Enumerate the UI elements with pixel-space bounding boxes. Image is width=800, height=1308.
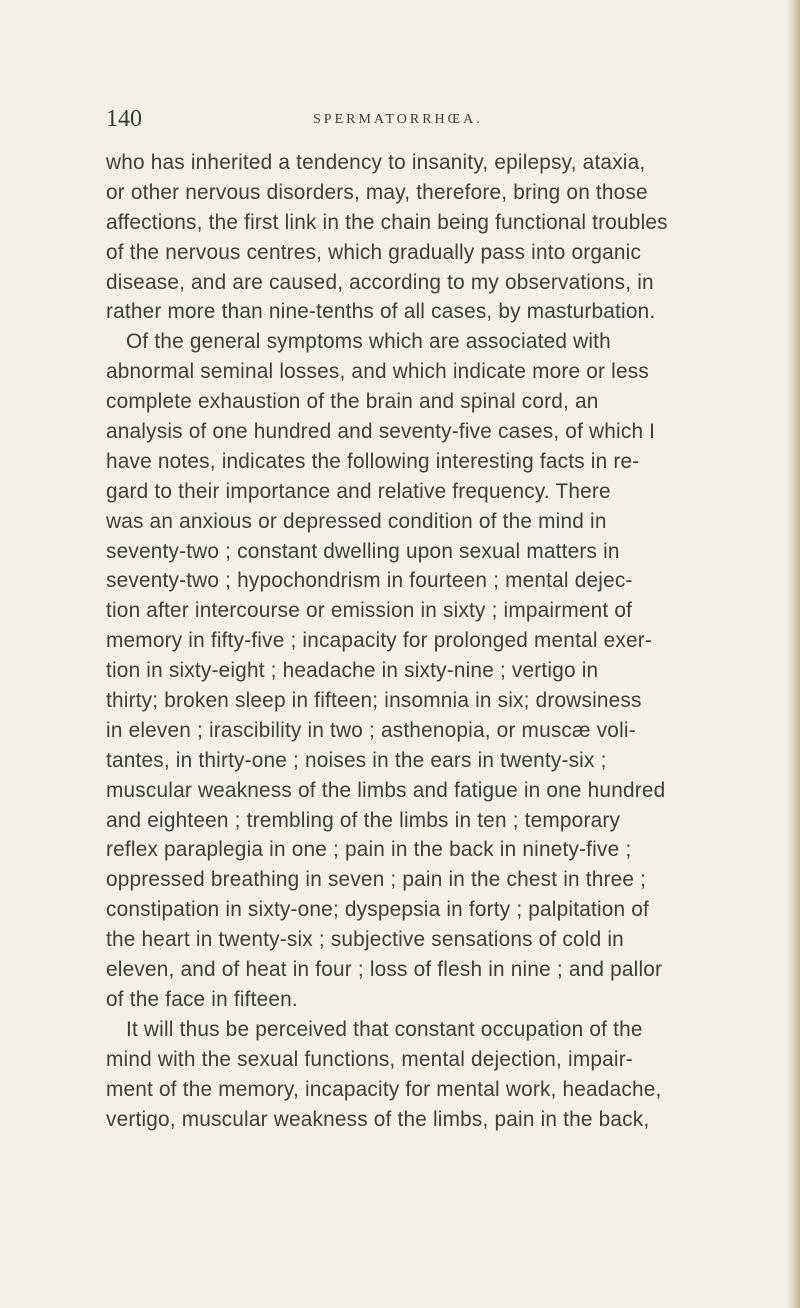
text-line: constipation in sixty-one; dyspepsia in forty ; palpitation of (106, 898, 650, 922)
page-edge (786, 0, 800, 1308)
text-line: tantes, in thirty-one ; noises in the ears in twenty-six ; (106, 748, 607, 772)
text-line: ment of the memory, incapacity for mental work, headache, (106, 1077, 662, 1101)
text-line: of the nervous centres, which gradually pass into organic (106, 240, 642, 264)
text-line: or other nervous disorders, may, therefore, bring on those (106, 180, 648, 204)
text-line: tion in sixty-eight ; headache in sixty-nine ; vertigo in (106, 659, 599, 683)
text-line: Of the general symptoms which are associated with (126, 330, 611, 354)
page-number: 140 (106, 106, 142, 132)
text-line: rather more than nine-tenths of all cases, by masturbation. (106, 300, 656, 324)
text-line: the heart in twenty-six ; subjective sensations of cold in (106, 928, 624, 952)
text-line: tion after intercourse or emission in sixty ; impairment of (106, 599, 633, 623)
body-text (106, 148, 786, 1134)
text-line: affections, the first link in the chain being functional troubles (106, 210, 668, 234)
text-line: reflex paraplegia in one ; pain in the back in ninety-five ; (106, 838, 632, 862)
text-line: memory in fifty-five ; incapacity for prolonged mental exer- (106, 629, 652, 653)
text-line: gard to their importance and relative frequency. There (106, 479, 611, 503)
text-line: eleven, and of heat in four ; loss of flesh in nine ; and pallor (106, 958, 663, 982)
text-line: of the face in fifteen. (106, 987, 298, 1011)
text-line: was an anxious or depressed condition of the mind in (106, 509, 607, 533)
text-line: seventy-two ; hypochondrism in fourteen ; mental dejec- (106, 569, 633, 593)
text-line: have notes, indicates the following interesting facts in re- (106, 449, 640, 473)
running-head (106, 106, 706, 134)
text-line: disease, and are caused, according to my observations, in (106, 270, 654, 294)
text-line: complete exhaustion of the brain and spinal cord, an (106, 390, 599, 414)
text-line: It will thus be perceived that constant occupation of the (126, 1017, 643, 1041)
text-line: analysis of one hundred and seventy-five cases, of which I (106, 420, 656, 444)
text-line: vertigo, muscular weakness of the limbs, pain in the back, (106, 1107, 650, 1131)
text-line: muscular weakness of the limbs and fatigue in one hundred (106, 778, 666, 802)
text-line: abnormal seminal losses, and which indicate more or less (106, 360, 649, 384)
text-line: thirty; broken sleep in fifteen; insomnia in six; drowsiness (106, 689, 642, 713)
text-line: who has inherited a tendency to insanity, epilepsy, ataxia, (106, 151, 646, 174)
running-title: SPERMATORRHŒA. (313, 112, 483, 127)
text-line: oppressed breathing in seven ; pain in the chest in three ; (106, 868, 647, 892)
text-line: mind with the sexual functions, mental dejection, impair- (106, 1047, 633, 1071)
text-line: in eleven ; irascibility in two ; asthenopia, or muscæ voli- (106, 718, 636, 742)
text-line: and eighteen ; trembling of the limbs in ten ; temporary (106, 808, 621, 832)
text-line: seventy-two ; constant dwelling upon sexual matters in (106, 539, 620, 563)
